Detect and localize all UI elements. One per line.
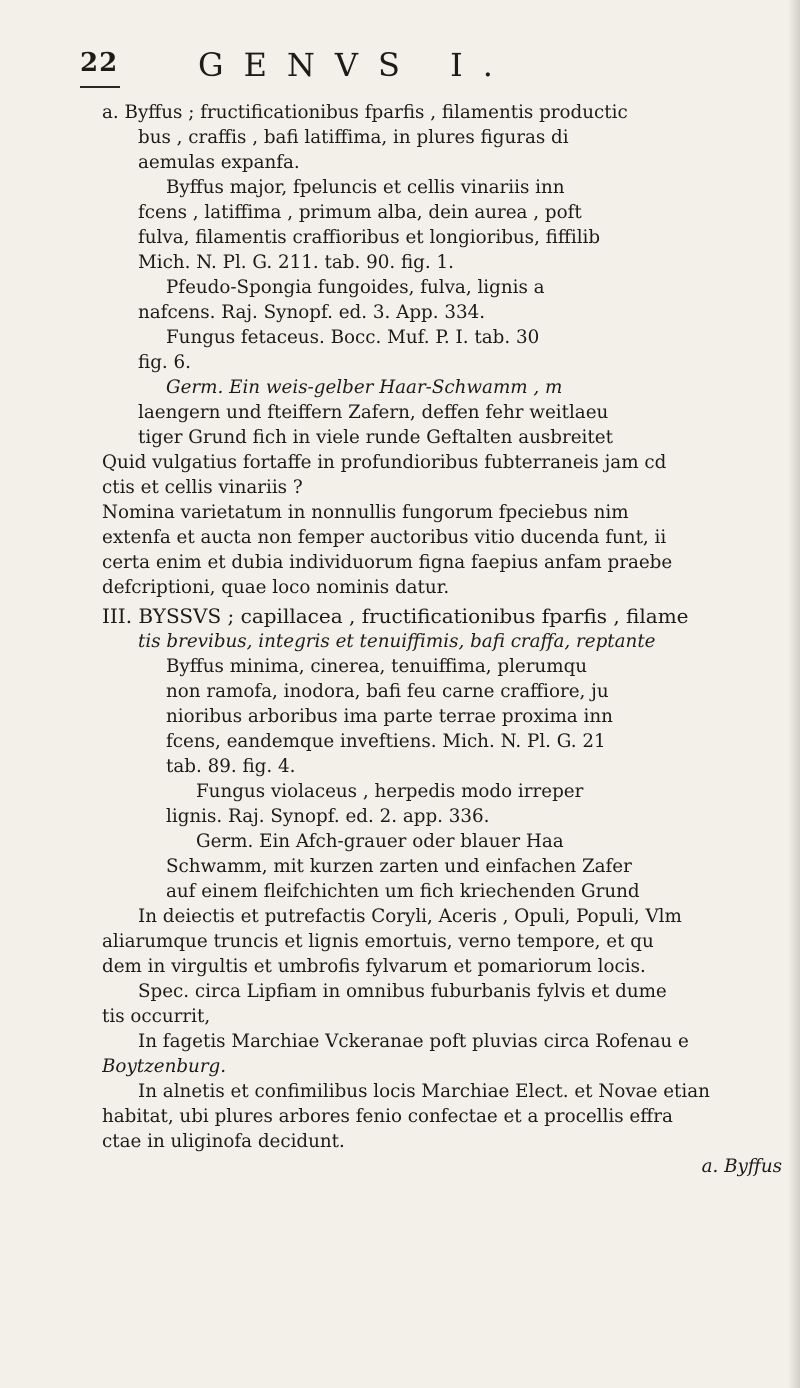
text-line: Germ. Ein weis-gelber Haar-Schwamm , m	[166, 377, 563, 398]
text-line: Boytzenburg.	[102, 1056, 227, 1077]
text-line: Spec. circa Lipfiam in omnibus fuburbanis fylvis et dume	[138, 981, 667, 1002]
text-line: Quid vulgatius fortaffe in profundioribus fubterraneis jam cd	[102, 452, 667, 473]
page-header	[80, 48, 800, 88]
text-line: fcens, eandemque inveftiens. Mich. N. Pl. G. 21	[166, 731, 606, 752]
text-line: laengern und fteiffern Zafern, deffen fehr weitlaeu	[138, 402, 609, 423]
text-line: Germ. Ein Afch-grauer oder blauer Haa	[196, 831, 564, 852]
text-line: dem in virgultis et umbrofis fylvarum et pomariorum locis.	[102, 956, 646, 977]
text-line: ctis et cellis vinariis ?	[102, 477, 303, 498]
text-line: fcens , latiffima , primum alba, dein aurea , poft	[138, 202, 582, 223]
text-line: Byffus minima, cinerea, tenuiffima, plerumqu	[166, 656, 588, 677]
text-line: Fungus violaceus , herpedis modo irreper	[196, 781, 584, 802]
catchword: a. Byffus	[701, 1156, 782, 1177]
text-line: fig. 6.	[138, 352, 191, 373]
text-line: a. Byffus ; fructificationibus fparfis , filamentis productic	[102, 102, 628, 123]
text-line: Fungus fetaceus. Bocc. Muf. P. I. tab. 30	[166, 327, 540, 348]
text-line: In fagetis Marchiae Vckeranae poft pluvias circa Rofenau e	[138, 1031, 689, 1052]
text-line: nafcens. Raj. Synopf. ed. 3. App. 334.	[138, 302, 486, 323]
text-line: habitat, ubi plures arbores fenio confectae et a procellis effra	[102, 1106, 673, 1127]
text-line: In alnetis et confimilibus locis Marchiae Elect. et Novae etian	[138, 1081, 710, 1102]
text-line: fulva, filamentis craffioribus et longioribus, fiffilib	[138, 227, 601, 248]
text-line: lignis. Raj. Synopf. ed. 2. app. 336.	[166, 806, 490, 827]
text-line: Byffus major, fpeluncis et cellis vinariis inn	[166, 177, 565, 198]
text-line: nioribus arboribus ima parte terrae proxima inn	[166, 706, 613, 727]
text-line: tiger Grund fich in viele runde Geftalten ausbreitet	[138, 427, 613, 448]
text-line: In deiectis et putrefactis Coryli, Aceris , Opuli, Populi, Vlm	[138, 906, 682, 927]
text-line: extenfa et aucta non femper auctoribus vitio ducenda funt, ii	[102, 527, 667, 548]
text-line: Mich. N. Pl. G. 211. tab. 90. fig. 1.	[138, 252, 454, 273]
text-line: auf einem fleifchichten um fich kriechenden Grund	[166, 881, 640, 902]
text-line: ctae in uliginofa decidunt.	[102, 1131, 345, 1152]
body-text	[102, 100, 792, 1179]
text-line: tab. 89. fig. 4.	[166, 756, 296, 777]
text-line: Nomina varietatum in nonnullis fungorum fpeciebus nim	[102, 502, 629, 523]
text-line: Pfeudo-Spongia fungoides, fulva, lignis a	[166, 277, 545, 298]
text-line: non ramofa, inodora, bafi feu carne craffiore, ju	[166, 681, 609, 702]
text-line: certa enim et dubia individuorum figna faepius anfam praebe	[102, 552, 673, 573]
text-line: tis brevibus, integris et tenuiffimis, bafi craffa, reptante	[138, 631, 656, 652]
page-number: 22	[80, 48, 119, 78]
text-line: bus , craffis , bafi latiffima, in plures figuras di	[138, 127, 569, 148]
text-line: aemulas expanfa.	[138, 152, 300, 173]
text-line: aliarumque truncis et lignis emortuis, verno tempore, et qu	[102, 931, 654, 952]
species-heading: III. BYSSVS ; capillacea , fructificationibus fparfis , filame	[102, 604, 689, 628]
running-head: GENVS I.	[198, 46, 513, 84]
text-line: defcriptioni, quae loco nominis datur.	[102, 577, 450, 598]
page-number-underline	[80, 86, 120, 88]
text-line: Schwamm, mit kurzen zarten und einfachen Zafer	[166, 856, 632, 877]
text-line: tis occurrit,	[102, 1006, 211, 1027]
